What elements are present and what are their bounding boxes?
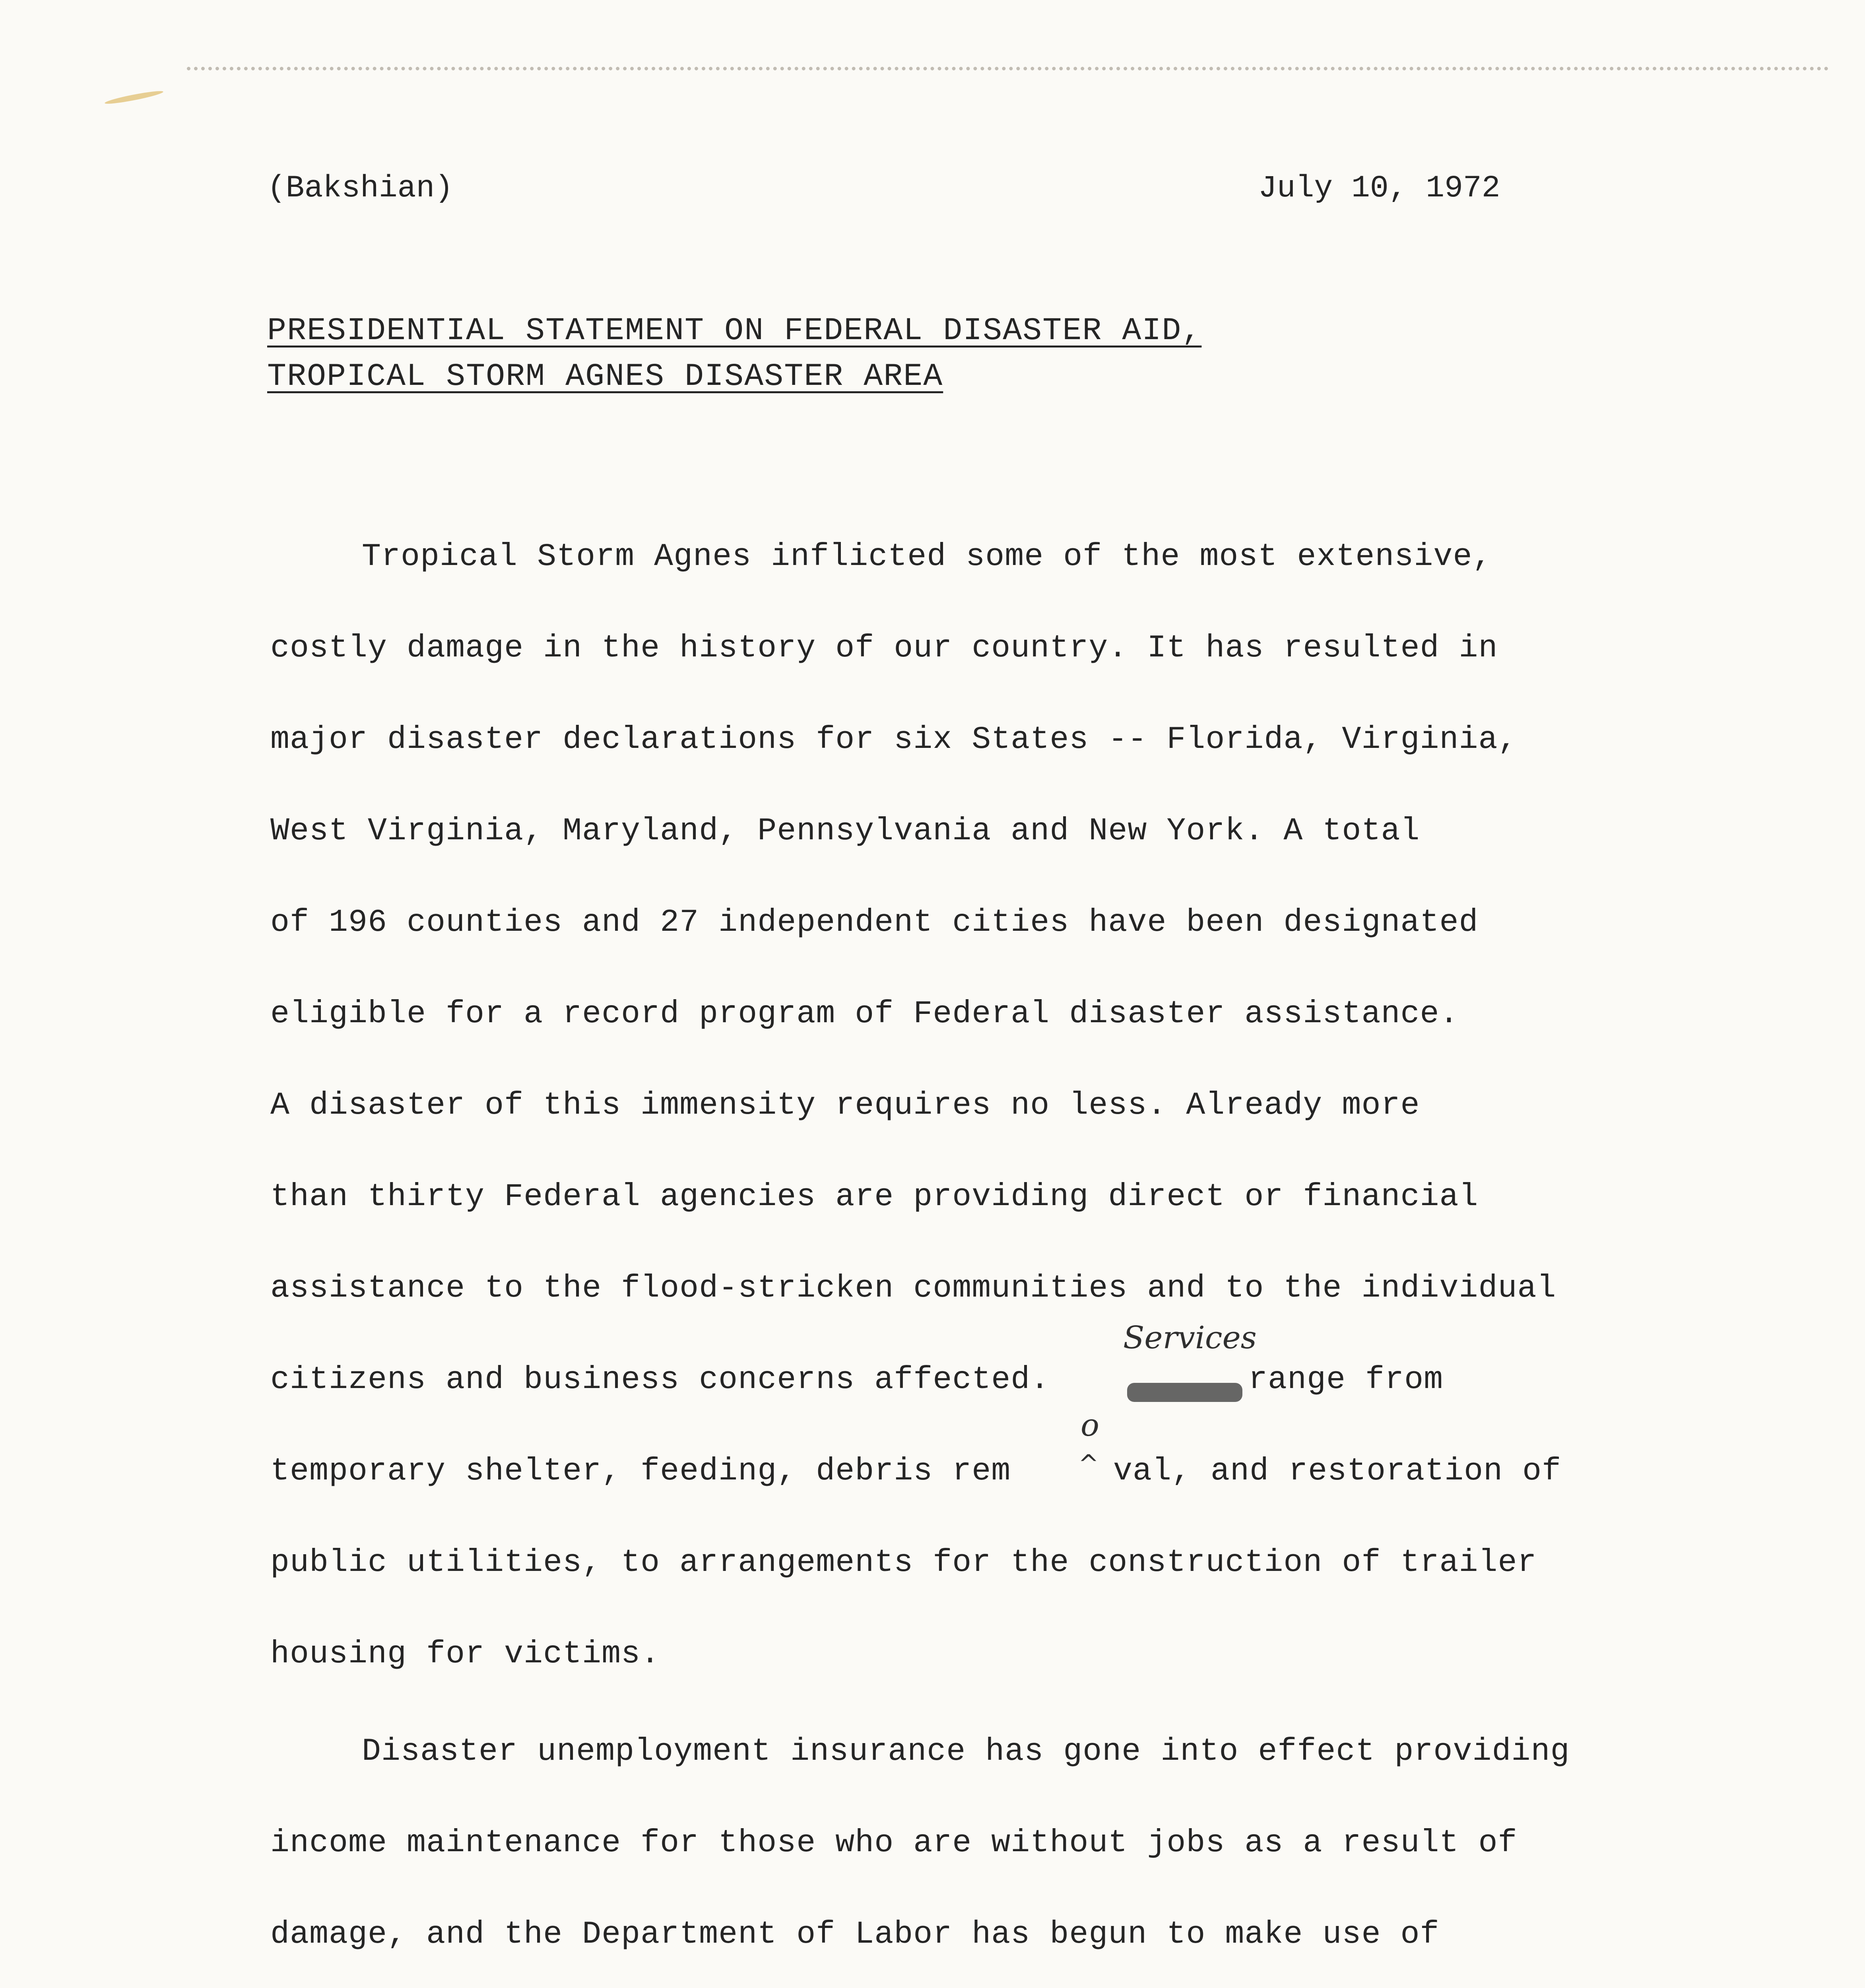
body-line-11-continuation: val, and restoration of: [1113, 1453, 1562, 1489]
body-line-8: than thirty Federal agencies are providing direct or financial: [270, 1179, 1479, 1215]
document-date: July 10, 1972: [1258, 171, 1500, 206]
paper-smudge: [104, 89, 164, 106]
title-line-2: TROPICAL STORM AGNES DISASTER AREA: [267, 359, 943, 395]
body-line-9: assistance to the flood-stricken communities and to the individual: [270, 1270, 1556, 1307]
body-line-13: housing for victims.: [270, 1636, 660, 1672]
body-line-11: temporary shelter, feeding, debris rem: [270, 1453, 1011, 1489]
body-line-7: A disaster of this immensity requires no less. Already more: [270, 1087, 1420, 1124]
scan-edge-marks: [187, 67, 1829, 70]
handwritten-services-annotation: Services: [1123, 1320, 1257, 1356]
body-line-10-continuation: range from: [1248, 1362, 1444, 1398]
body-line-3: major disaster declarations for six States -- Florida, Virginia,: [270, 722, 1518, 758]
body-line-6: eligible for a record program of Federal disaster assistance.: [270, 996, 1459, 1032]
body-line-16: damage, and the Department of Labor has begun to make use of: [270, 1916, 1440, 1953]
handwritten-o-correction: o: [1081, 1408, 1099, 1443]
body-line-5: of 196 counties and 27 independent cities have been designated: [270, 905, 1479, 941]
struck-word-scribble: [1127, 1383, 1242, 1402]
author-label: (Bakshian): [267, 171, 454, 206]
body-line-10: citizens and business concerns affected.: [270, 1362, 1050, 1398]
body-line-1: Tropical Storm Agnes inflicted some of the most extensive,: [362, 539, 1492, 575]
body-line-12: public utilities, to arrangements for the construction of trailer: [270, 1545, 1537, 1581]
body-line-14: Disaster unemployment insurance has gone into effect providing: [362, 1734, 1570, 1770]
title-line-1: PRESIDENTIAL STATEMENT ON FEDERAL DISASTER AID,: [267, 313, 1202, 349]
body-line-4: West Virginia, Maryland, Pennsylvania and New York. A total: [270, 813, 1420, 849]
document-title: [267, 308, 1201, 400]
body-line-2: costly damage in the history of our country. It has resulted in: [270, 630, 1498, 666]
insertion-caret-icon: ^: [1078, 1449, 1099, 1478]
body-line-15: income maintenance for those who are without jobs as a result of: [270, 1825, 1518, 1861]
